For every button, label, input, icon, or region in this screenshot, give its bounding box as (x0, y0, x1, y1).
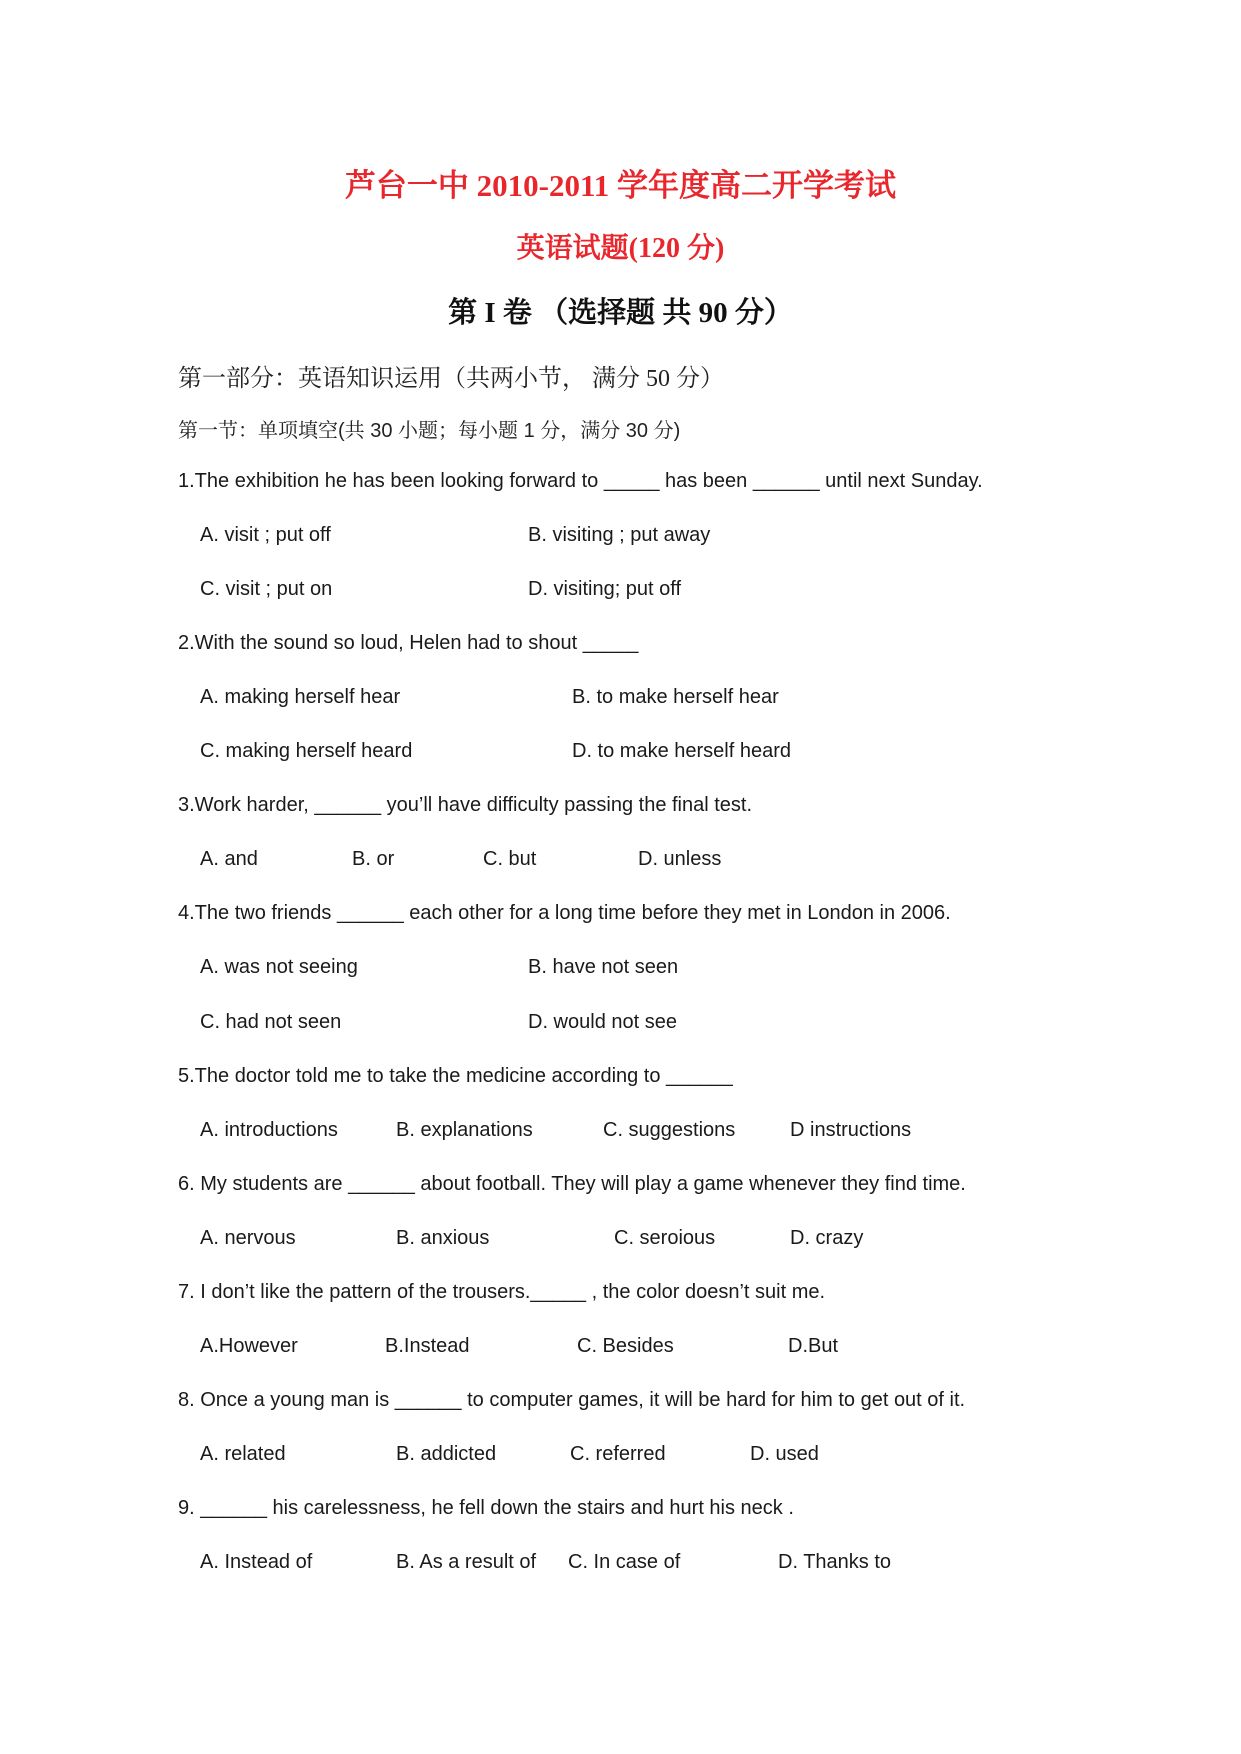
option-a: A. nervous (200, 1227, 296, 1249)
option-d: D instructions (790, 1119, 912, 1141)
option-a: A. Instead of (200, 1551, 313, 1573)
option-d: D. used (750, 1443, 819, 1465)
option-d: D. crazy (790, 1227, 864, 1249)
option-a: A. introductions (200, 1119, 338, 1141)
option-c: C. Besides (577, 1335, 674, 1357)
option-a: A. visit ; put off (200, 524, 331, 546)
question-stem: 4.The two friends ______ each other for a long time before they met in London in 2006. (178, 902, 951, 924)
exam-subtitle: 英语试题(120 分) (516, 233, 725, 264)
section-heading: 第一节：单项填空(共 30 小题；每小题 1 分，满分 30 分) (178, 420, 681, 442)
option-c: C. making herself heard (200, 740, 413, 762)
option-c: C. had not seen (200, 1011, 342, 1033)
question-stem: 5.The doctor told me to take the medicine according to ______ (178, 1065, 733, 1087)
option-b: B.Instead (385, 1335, 470, 1357)
question-stem: 6. My students are ______ about football. They will play a game whenever they find time. (178, 1173, 966, 1195)
option-c: C. seroious (614, 1227, 716, 1249)
option-c: C. referred (570, 1443, 666, 1465)
question-stem: 7. I don’t like the pattern of the trousers._____ , the color doesn’t suit me. (178, 1281, 826, 1303)
question-stem: 2.With the sound so loud, Helen had to shout _____ (178, 632, 639, 654)
question-stem: 1.The exhibition he has been looking forward to _____ has been ______ until next Sunday. (178, 470, 983, 492)
option-b: B. have not seen (528, 956, 679, 978)
option-b: B. As a result of (396, 1551, 537, 1573)
option-c: C. visit ; put on (200, 578, 333, 600)
volume-heading: 第 I 卷 （选择题 共 90 分） (448, 297, 793, 329)
option-b: B. visiting ; put away (528, 524, 711, 546)
option-d: D. to make herself heard (572, 740, 791, 762)
option-d: D. visiting; put off (528, 578, 682, 600)
option-d: D. would not see (528, 1011, 677, 1033)
option-a: A. was not seeing (200, 956, 358, 978)
option-b: B. addicted (396, 1443, 497, 1465)
part-heading: 第一部分：英语知识运用（共两小节， 满分 50 分） (178, 366, 724, 392)
option-a: A. making herself hear (200, 686, 401, 708)
option-b: B. explanations (396, 1119, 533, 1141)
question-stem: 3.Work harder, ______ you’ll have difficulty passing the final test. (178, 794, 753, 816)
option-c: C. In case of (568, 1551, 681, 1573)
option-c: C. but (483, 848, 537, 870)
option-b: B. anxious (396, 1227, 490, 1249)
option-d: D.But (788, 1335, 839, 1357)
option-b: B. to make herself hear (572, 686, 779, 708)
option-d: D. unless (638, 848, 722, 870)
exam-title: 芦台一中 2010-2011 学年度高二开学考试 (344, 168, 897, 203)
question-stem: 9. ______ his carelessness, he fell down the stairs and hurt his neck . (178, 1497, 794, 1519)
question-stem: 8. Once a young man is ______ to computer games, it will be hard for him to get out of it. (178, 1389, 966, 1411)
option-b: B. or (352, 848, 395, 870)
option-d: D. Thanks to (778, 1551, 892, 1573)
option-a: A. related (200, 1443, 286, 1465)
option-a: A.However (200, 1335, 298, 1357)
option-a: A. and (200, 848, 258, 870)
option-c: C. suggestions (603, 1119, 736, 1141)
